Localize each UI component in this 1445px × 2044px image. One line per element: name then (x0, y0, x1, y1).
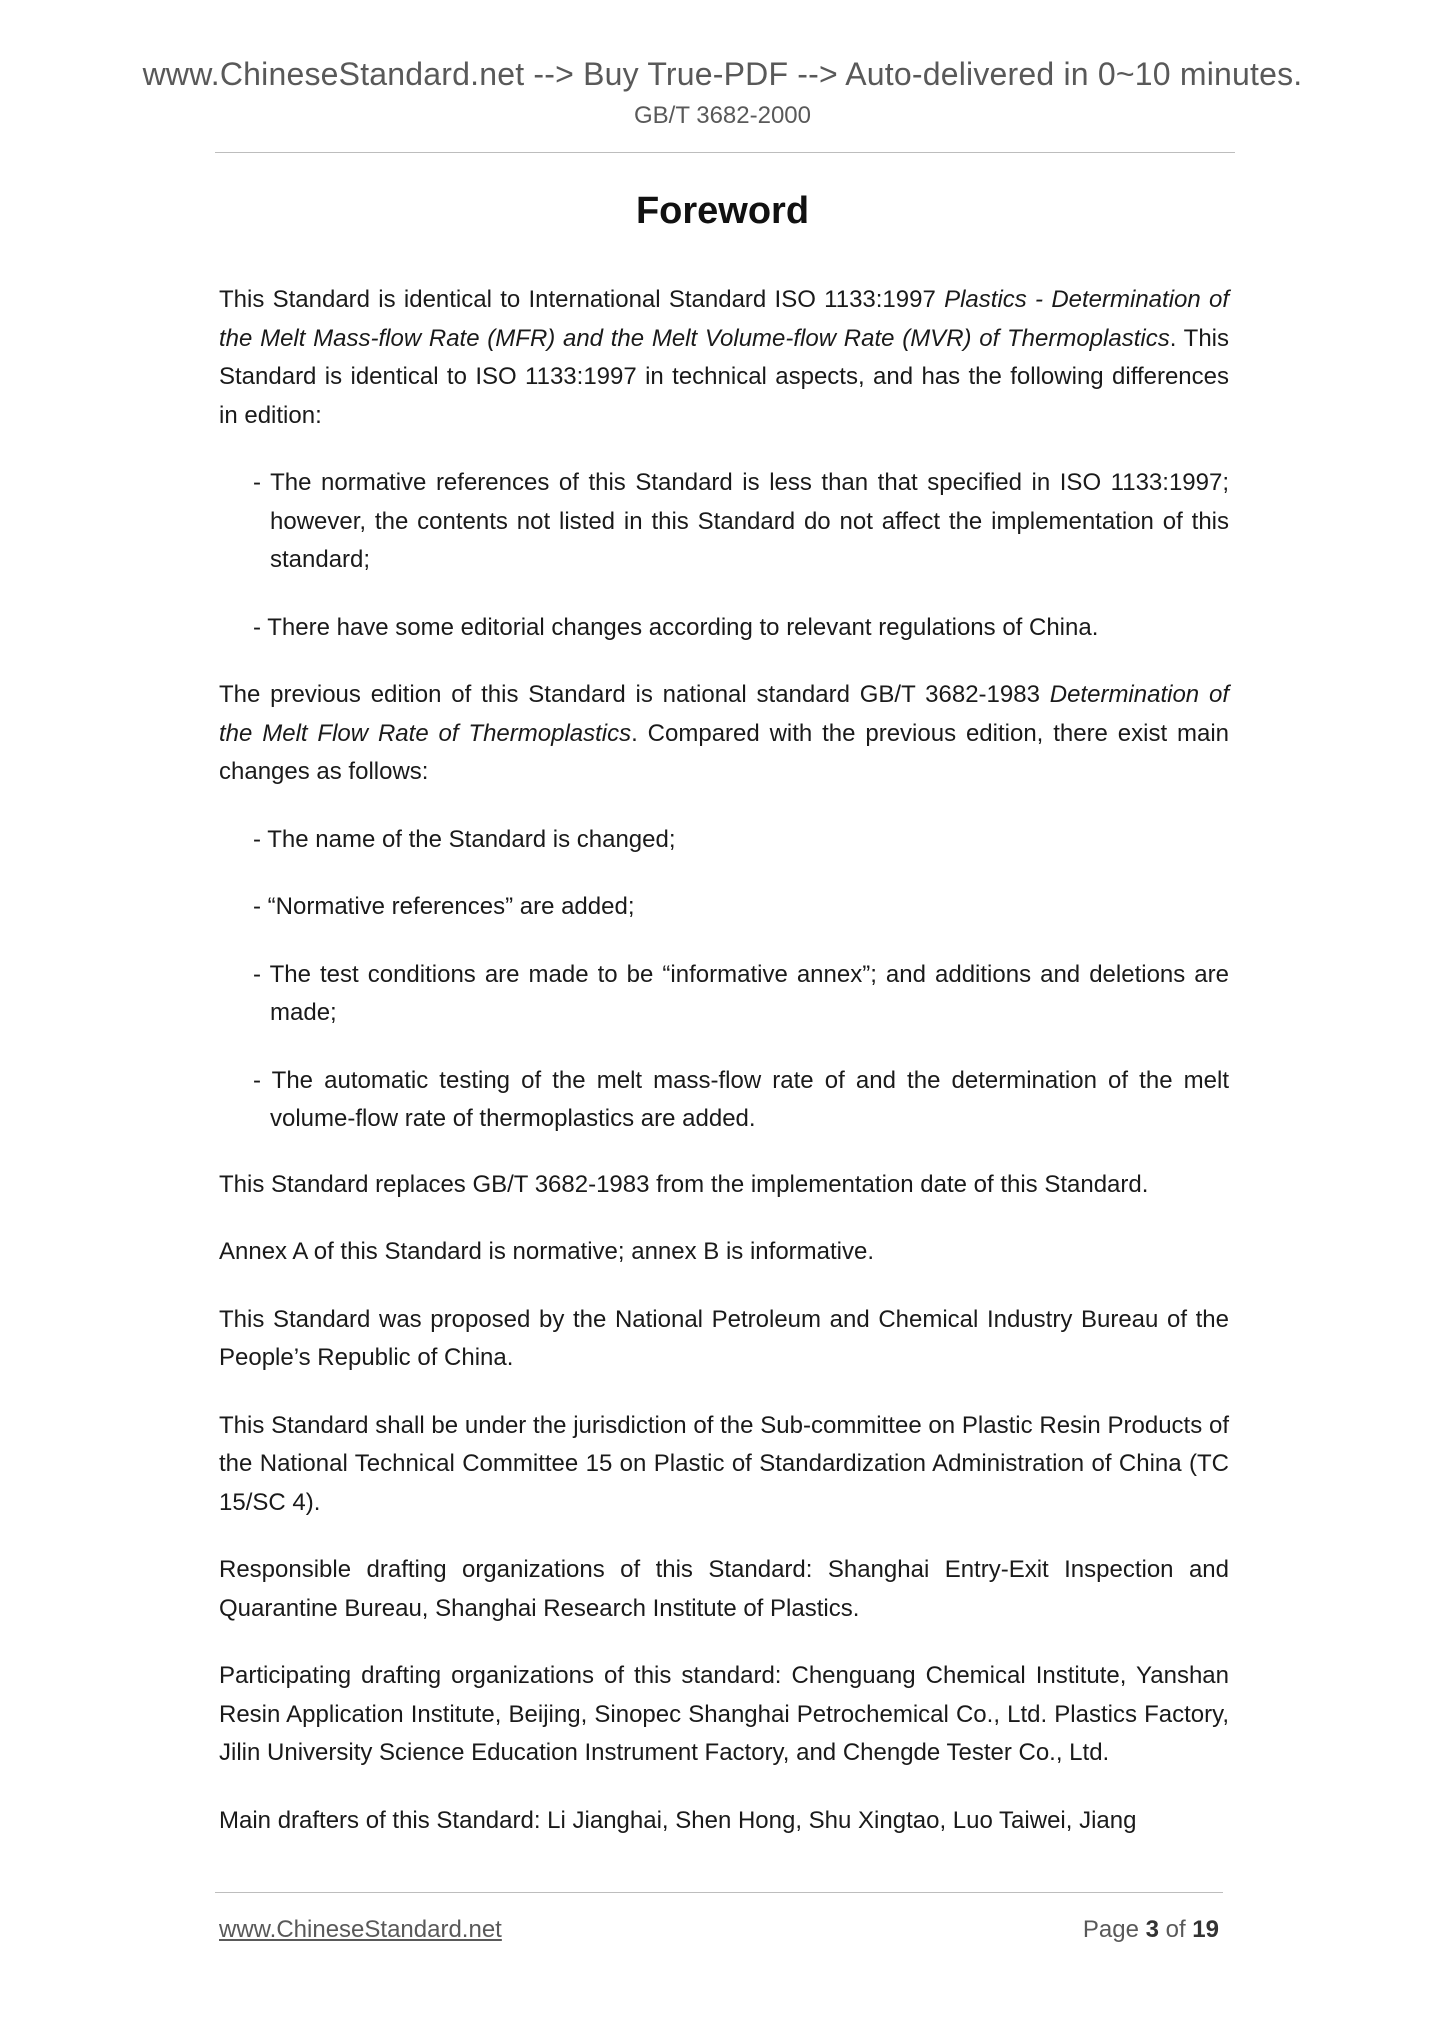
list-item: - There have some editorial changes according to relevant regulations of China. (253, 613, 1099, 641)
list-item: - The automatic testing of the melt mass-flow rate of and the determination of the melt volume-flow rate of thermoplastics are added. (253, 1066, 1229, 1132)
document-body (219, 281, 1229, 1840)
list-item: - The test conditions are made to be “informative annex”; and additions and deletions are made; (253, 960, 1229, 1026)
page-title: Foreword (635, 190, 810, 232)
list-item: - “Normative references” are added; (253, 893, 635, 920)
current-page: 3 (1145, 1916, 1159, 1943)
total-pages: 19 (1192, 1916, 1219, 1943)
jurisdiction-paragraph: This Standard shall be under the jurisdiction of the Sub-committee on Plastic Resin Products of the National Technical Committee 15 on Plastic of Standardization Administration of China (TC 15/SC 4). (219, 1411, 1229, 1516)
list-item: - The name of the Standard is changed; (253, 825, 676, 853)
previous-title: Determination of the Melt Flow Rate of Thermoplastics (219, 681, 1229, 747)
header-banner: www.ChineseStandard.net --> Buy True-PDF --> Auto-delivered in 0~10 minutes. (142, 56, 1303, 92)
footer-site-link[interactable]: www.ChineseStandard.net (219, 1916, 502, 1943)
footer-divider (215, 1892, 1223, 1893)
iso-title: Plastics - Determination of the Melt Mass-flow Rate (MFR) and the Melt Volume-flow Rate (MVR) of Thermoplastics (219, 286, 1229, 352)
proposed-paragraph: This Standard was proposed by the National Petroleum and Chemical Industry Bureau of the People’s Republic of China. (219, 1305, 1229, 1371)
participating-paragraph: Participating drafting organizations of this standard: Chenguang Chemical Institute, Yanshan Resin Application Institute, Beijing, Sinopec Shanghai Petrochemical Co., Ltd. Plastics Factory, Jilin University Science Education Instrument Factory, and Chengde Tester Co., Ltd. (219, 1662, 1229, 1766)
page-number: Page 3 of 19 (1082, 1916, 1219, 1943)
previous-edition-paragraph: The previous edition of this Standard is national standard GB/T 3682-1983 Determination of the Melt Flow Rate of Thermoplastics. Compared with the previous edition, there exist main changes as follows: (219, 681, 1230, 785)
intro-paragraph: This Standard is identical to International Standard ISO 1133:1997 Plastics - Determination of the Melt Mass-flow Rate (MFR) and the Melt Volume-flow Rate (MVR) of Thermoplastics. This Standard is identical to ISO 1133:1997 in technical aspects, and has the following differences in edition: (219, 286, 1229, 429)
standard-code: GB/T 3682-2000 (633, 102, 811, 129)
list-item: - The normative references of this Standard is less than that specified in ISO 1133:1997; however, the contents not listed in this Standard do not affect the implementation of this standard; (253, 469, 1229, 573)
responsible-paragraph: Responsible drafting organizations of this Standard: Shanghai Entry-Exit Inspection and Quarantine Bureau, Shanghai Research Institute of Plastics. (219, 1556, 1229, 1622)
annex-paragraph: Annex A of this Standard is normative; annex B is informative. (219, 1238, 875, 1265)
header-divider (215, 152, 1235, 153)
replaces-paragraph: This Standard replaces GB/T 3682-1983 from the implementation date of this Standard. (219, 1170, 1149, 1198)
drafters-paragraph: Main drafters of this Standard: Li Jianghai, Shen Hong, Shu Xingtao, Luo Taiwei, Jiang (219, 1806, 1137, 1834)
